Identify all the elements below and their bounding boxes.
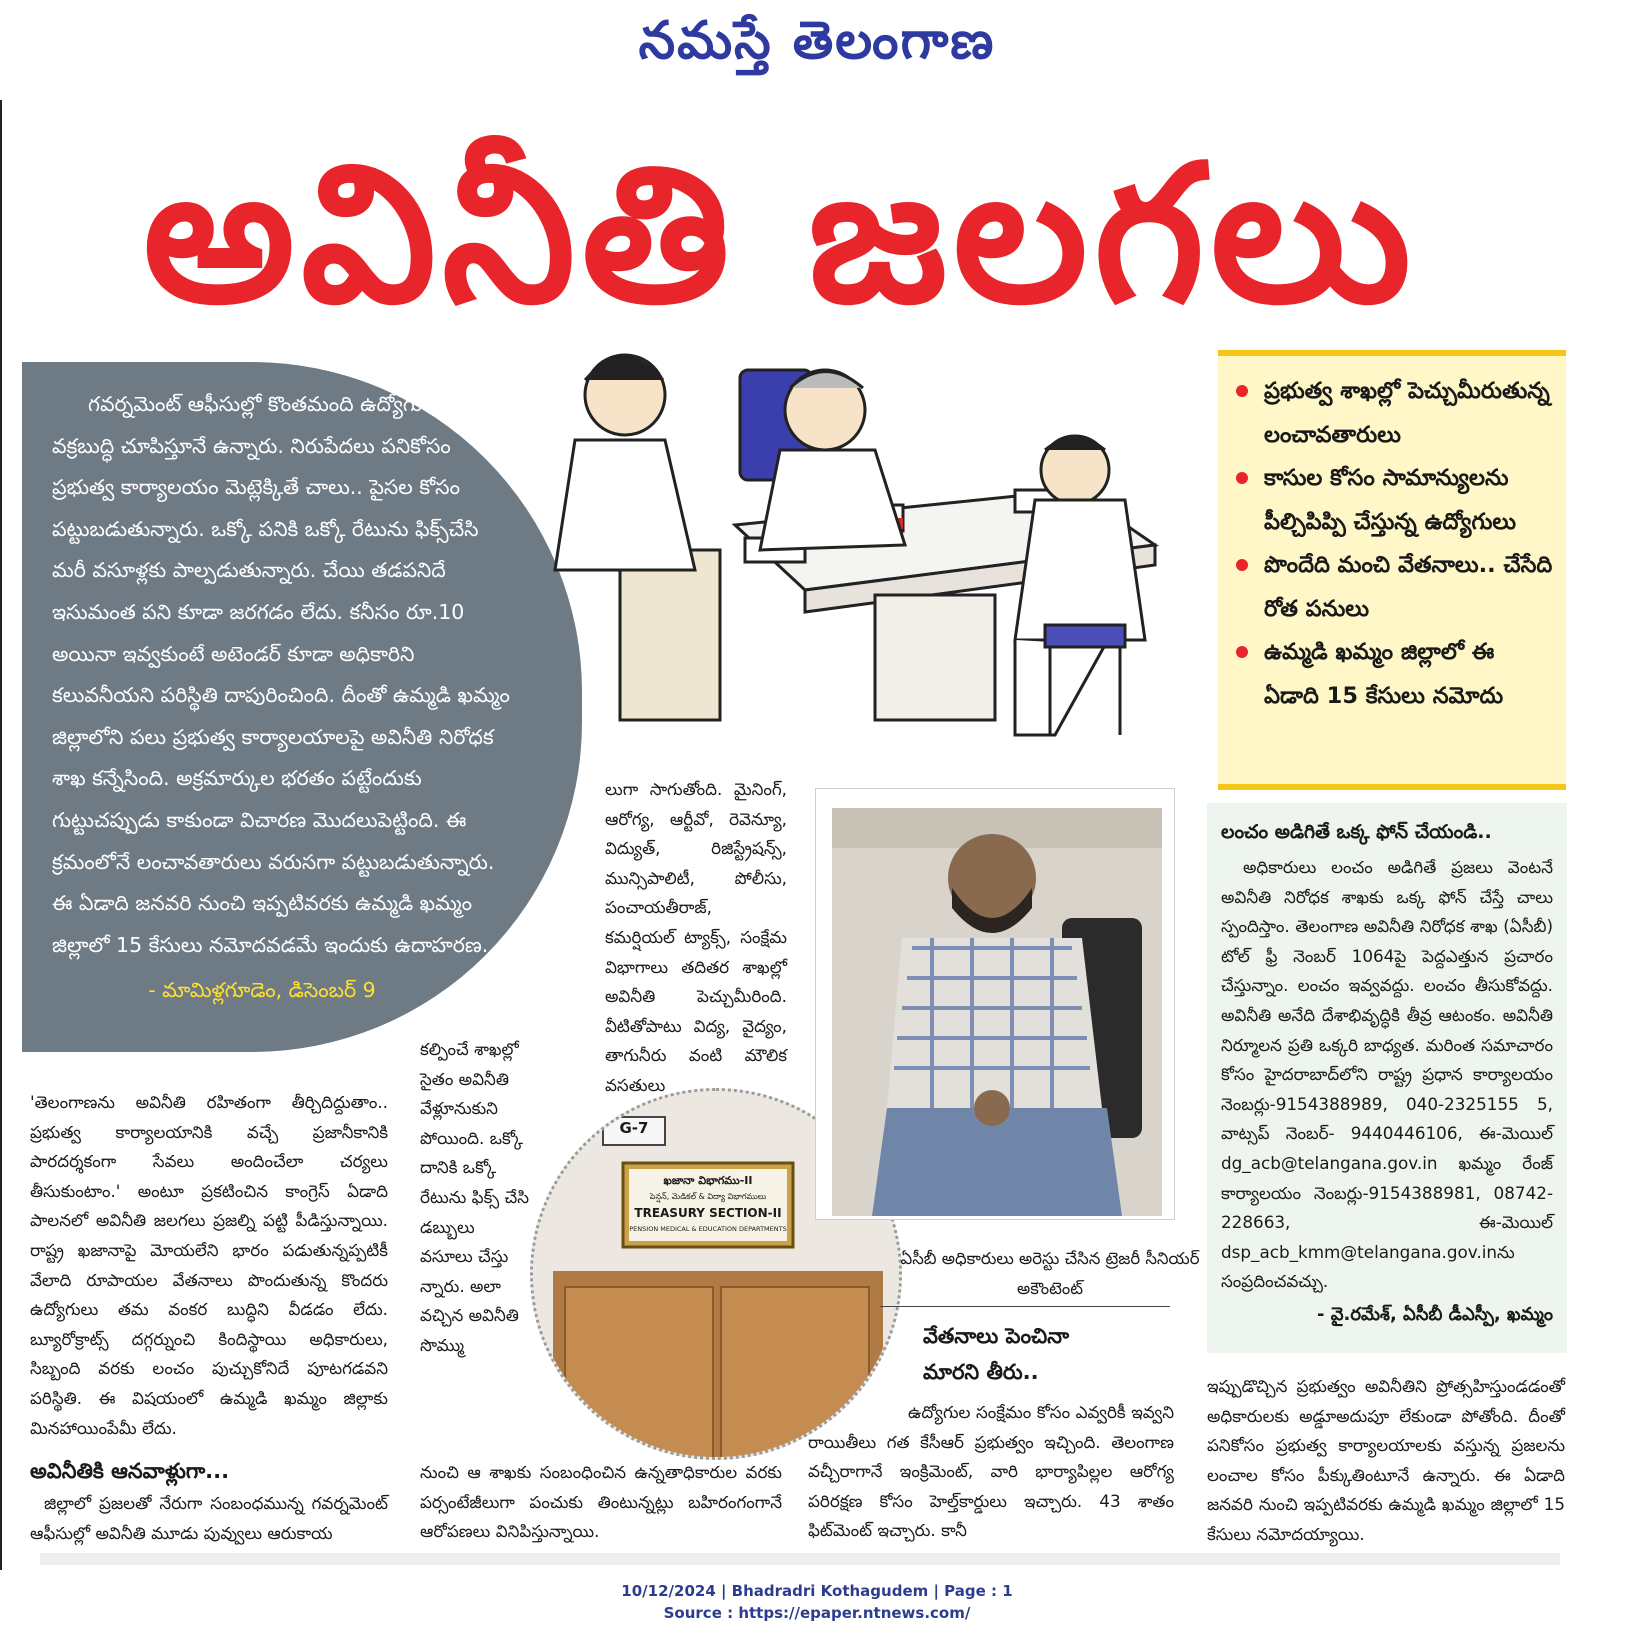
highlight-item: ప్రభుత్వ శాఖల్లో పెచ్చుమీరుతున్న లంచావతారులు: [1232, 370, 1556, 457]
acb-box-text: అధికారులు లంచం అడిగితే ప్రజలు వెంటనే అవినీతి నిరోధక శాఖకు ఒక్క ఫోన్ చేస్తే చాలు స్పందిస్తాం. తెలంగాణ అవినీతి నిరోధక శాఖ (ఏసీబీ) టోల్ ఫ్రీ నెంబర్ 1064పై పెద్దఎత్తున ప్రచారం చేస్తున్నాం. లంచం ఇవ్వవద్దు. లంచం తీసుకోవద్దు. అవినీతి అనేది దేశాభివృద్ధికి తీవ్ర ఆటంకం. అవినీతి నిర్మూలన ప్రతి ఒక్కరి బాధ్యత. మరింత సమాచారం కోసం హైదరాబాద్‌లోని రాష్ట్ర ప్రధాన కార్యాలయం నెంబర్లు-9154388989, 040-2325155 5, వాట్సప్ నెంబర్- 9440446106, ఈ-మెయిల్ dg_acb@telangana.gov.in ఖమ్మం రేంజ్ కార్యాలయం నెంబర్లు-9154388981, 08742-228663, ఈ-మెయిల్ dsp_acb_kmm@telangana.gov.inను సంప్రదించవచ్చు.: [1221, 857, 1553, 1292]
article-paragraph: లుగా సాగుతోంది. మైనింగ్, ఆరోగ్య, ఆర్టీవో, రెవెన్యూ, విద్యుత్, రిజిస్ట్రేషన్స్, మున్సిపాలిటీ, పోలీసు, పంచాయతీరాజ్, కమర్షియల్ ట్యాక్స్, సంక్షేమ విభాగాలు తదితర శాఖల్లో అవినీతి పెచ్చుమీరింది. వీటితోపాటు విద్య, వైద్యం, తాగునీరు వంటి మౌలిక వసతులు: [605, 779, 787, 1095]
bullet-dot-icon: [1236, 385, 1248, 397]
footer-divider: [40, 1553, 1560, 1565]
headline: అవినీతి జలగలు: [142, 124, 1418, 345]
article-paragraph: కల్పించే శాఖల్లో సైతం అవినీతి వేళ్లూనుకుని పోయింది. ఒక్కో దానికి ఒక్కో రేటును ఫిక్స్ చేసి డబ్బులు వసూలు చేస్తు న్నారు. అలా వచ్చిన అవినీతి సొమ్ము: [420, 1039, 530, 1355]
article-paragraph: జిల్లాలో ప్రజలతో నేరుగా సంబంధమున్న గవర్నమెంట్ ఆఫీసుల్లో అవినీతి మూడు పువ్వులు ఆరుకాయ: [30, 1493, 388, 1543]
page-border: [0, 100, 2, 1570]
intro-panel: [22, 362, 582, 1052]
highlight-item: కాసుల కోసం సామాన్యులను పీల్చిపిప్పి చేస్తున్న ఉద్యోగులు: [1232, 457, 1556, 544]
photo-caption: ఏసీబీ అధికారులు అరెస్టు చేసిన ట్రెజరీ సీనియర్ అకౌంటెంట్: [900, 1249, 1200, 1298]
section-subhead: వేతనాలు పెంచినా మారని తీరు..: [923, 1324, 1070, 1384]
acb-helpline-box: [1207, 803, 1567, 1353]
article-paragraph: 'తెలంగాణను అవినీతి రహితంగా తీర్చిదిద్దుతాం.. ప్రభుత్వ కార్యాలయానికి వచ్చే ప్రజానీకానికి పారదర్శకంగా సేవలు అందించేలా చర్యలు తీసుకుంటాం.' అంటూ ప్రకటించిన కాంగ్రెస్ ఏడాది పాలనలో అవినీతి జలగలు ప్రజల్ని పట్టి పీడిస్తున్నాయి. రాష్ట్ర ఖజానాపై మోయలేని భారం పడుతున్నప్పటికీ వేలాది రూపాయల వేతనాలు పొందుతున్న కొందరు ఉద్యోగులు తమ వంకర బుద్ధిని వీడడం లేదు. బ్యూరోక్రాట్స్ దగ్గర్నుంచి కిందిస్థాయి అధికారులు, సిబ్బంది వరకు లంచం పుచ్చుకోనిదే పూటగడవని పరిస్థితి. ఈ విషయంలో ఉమ్మడి ఖమ్మం జిల్లాకు మినహాయింపేమీ లేదు.: [30, 1092, 388, 1438]
section-subhead: అవినీతికి ఆనవాళ్లుగా...: [30, 1459, 230, 1484]
bullet-dot-icon: [1236, 559, 1248, 571]
acb-box-title: లంచం అడిగితే ఒక్క ఫోన్ చేయండి..: [1221, 821, 1492, 843]
highlight-item: ఉమ్మడి ఖమ్మం జిల్లాలో ఈ ఏడాది 15 కేసులు నమోదు: [1232, 631, 1556, 718]
article-column-right: [1207, 1372, 1565, 1550]
accused-photo: [832, 808, 1162, 1216]
article-column-center: [808, 1318, 1174, 1546]
highlights-box: [1218, 350, 1566, 790]
article-paragraph: ఇప్పుడొచ్చిన ప్రభుత్వం అవినీతిని ప్రోత్సహిస్తుండడంతో అధికారులకు అడ్డూఅదుపూ లేకుండా పోతోంది. దీంతో పనికోసం ప్రభుత్వ కార్యాలయాలకు వస్తున్న ప్రజలను లంచాల కోసం పీక్కుతింటూనే ఉన్నారు. ఈ ఏడాది జనవరి నుంచి ఇప్పటివరకు ఉమ్మడి ఖమ్మం జిల్లాలో 15 కేసులు నమోదయ్యాయి.: [1207, 1376, 1565, 1544]
page-footer: [0, 1580, 1634, 1624]
office-bribe-cartoon: [545, 340, 1205, 765]
article-column-mid-wrap: [420, 1035, 532, 1361]
acb-box-signature: - వై.రమేశ్, ఏసీబీ డీఎస్పీ, ఖమ్మం: [1316, 1303, 1553, 1325]
caption-divider: [880, 1306, 1170, 1307]
masthead-logo: నమస్తే తెలంగాణ: [638, 10, 996, 71]
footer-date-edition: 10/12/2024 | Bhadradri Kothagudem | Page : 1: [621, 1582, 1013, 1600]
intro-text: గవర్నమెంట్ ఆఫీసుల్లో కొంతమంది ఉద్యోగులు తమ వక్రబుద్ధి చూపిస్తూనే ఉన్నారు. నిరుపేదలు పనికోసం ప్రభుత్వ కార్యాలయం మెట్లెక్కితే చాలు.. పైసల కోసం పట్టుబడుతున్నారు. ఒక్కో పనికి ఒక్కో రేటును ఫిక్స్‌చేసి మరీ వసూళ్లకు పాల్పడుతున్నారు. చేయి తడపనిదే ఇసుమంత పని కూడా జరగడం లేదు. కనీసం రూ.10 అయినా ఇవ్వకుంటే అటెండర్ కూడా అధికారిని కలువనీయని పరిస్థితి దాపురించింది. దీంతో ఉమ్మడి ఖమ్మం జిల్లాలోని పలు ప్రభుత్వ కార్యాలయాలపై అవినీతి నిరోధక శాఖ కన్నేసింది. అక్రమార్కుల భరతం పట్టేందుకు గుట్టుచప్పుడు కాకుండా విచారణ మొదలుపెట్టింది. ఈ క్రమంలోనే లంచావతారులు వరుసగా పట్టుబడుతున్నారు. ఈ ఏడాది జనవరి నుంచి ఇప్పటివరకు ఉమ్మడి ఖమ్మం జిల్లాలో 15 కేసులు నమోదవడమే ఇందుకు ఉదాహరణ.: [52, 392, 510, 957]
article-column-mid-top: [605, 775, 787, 1101]
treasury-sign: ఖజానా విభాగము-II పెన్షన్, మెడికల్ & విద్యా విభాగములు TREASURY SECTION-II PENSION MEDICAL & EDUCATION DEPARTMENTS: [629, 1174, 787, 1233]
accused-illustration: [832, 808, 1162, 1216]
cartoon-drawing: [555, 355, 1155, 735]
article-paragraph: నుంచి ఆ శాఖకు సంబంధించిన ఉన్నతాధికారుల వరకు పర్సంటేజీలుగా పంచుకు తింటున్నట్లు బహిరంగంగానే ఆరోపణలు వినిపిస్తున్నాయి.: [420, 1462, 782, 1542]
highlight-item: పొందేది మంచి వేతనాలు.. చేసేది రోత పనులు: [1232, 544, 1556, 631]
bullet-dot-icon: [1236, 472, 1248, 484]
door-number: G-7: [619, 1119, 649, 1137]
article-column-mid-bottom: [420, 1458, 782, 1547]
bullet-dot-icon: [1236, 646, 1248, 658]
footer-source: Source : https://epaper.ntnews.com/: [663, 1604, 971, 1622]
intro-byline: - మామిళ్లగూడెం, డిసెంబర్ 9: [148, 978, 376, 1003]
article-paragraph: ఉద్యోగుల సంక్షేమం కోసం ఎవ్వరికీ ఇవ్వని రాయితీలు గత కేసీఆర్ ప్రభుత్వం ఇచ్చింది. తెలంగాణ వచ్చీరాగానే ఇంక్రిమెంట్, వారి భార్యాపిల్లల ఆరోగ్య పరిరక్షణ కోసం హెల్త్‌కార్డులు ఇచ్చారు. 43 శాతం ఫిట్‌మెంట్ ఇచ్చారు. కానీ: [808, 1402, 1174, 1541]
article-column-left: [30, 1088, 388, 1548]
